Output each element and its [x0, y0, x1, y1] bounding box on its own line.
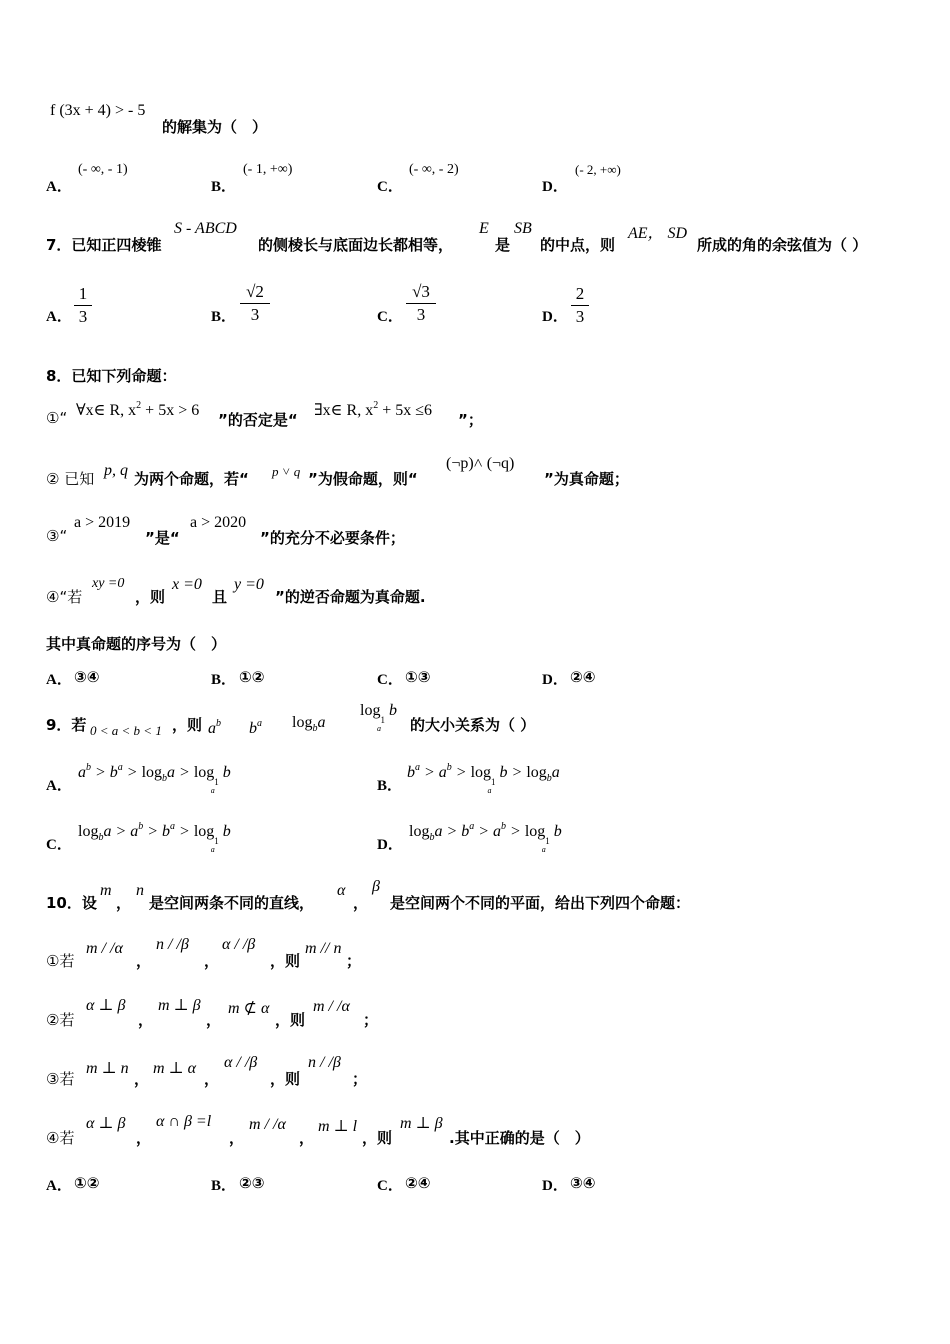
q7-pyramid: S - ABCD: [174, 220, 237, 237]
q8-p3-b: a > 2020: [190, 514, 247, 531]
q8-stem: 8．已知下列命题：: [46, 367, 177, 385]
q8-option-b-value: ①②: [239, 668, 265, 686]
q8-p1-end: ”；: [458, 411, 483, 429]
q7-option-b-den: 3: [250, 305, 260, 324]
q10-line-n: n: [136, 882, 144, 899]
q7-option-c-num: √3: [412, 282, 430, 301]
q10-option-b-value: ②③: [239, 1174, 265, 1192]
q9-t1: ，则: [172, 716, 203, 734]
q10-t2: 是空间两个不同的平面，给出下列四个命题：: [390, 894, 691, 912]
q8-p3-prefix: ③“: [46, 527, 68, 545]
q10-p4-a: α ⊥ β: [86, 1115, 126, 1132]
q8-option-b-label: B．: [211, 672, 237, 688]
q7-option-a-den: 3: [78, 307, 88, 326]
q10-p3-b: m ⊥ α: [153, 1060, 196, 1077]
q10-p3-result: n / /β: [308, 1054, 341, 1071]
q10-t1: 是空间两条不同的直线，: [149, 894, 315, 912]
q9-t2: 的大小关系为（ ）: [410, 716, 536, 734]
q7-option-c-fraction: [406, 282, 436, 325]
q10-p1-result: m // n: [305, 940, 342, 957]
q7-option-d-fraction: [571, 284, 589, 327]
q10-p2-comma-2: ，: [206, 1011, 222, 1029]
q10-p2-prefix: ②若: [46, 1011, 75, 1029]
q9-b-pow-a: $b^a$: [249, 718, 262, 737]
q6-option-b-value: (- 1, +∞): [243, 162, 293, 177]
q6-option-a-value: (- ∞, - 1): [78, 162, 128, 177]
q10-p3-a: m ⊥ n: [86, 1060, 129, 1077]
q8-p3-t2: ”的充分不必要条件；: [260, 529, 405, 547]
q10-p3-end: ；: [352, 1070, 368, 1088]
q8-option-d-value: ②④: [570, 668, 596, 686]
q9-option-c-label: C．: [46, 837, 72, 853]
q10-p2-result: m / /α: [313, 998, 350, 1015]
q10-p4-end: .其中正确的是（ ）: [449, 1129, 590, 1147]
q10-option-d-value: ③④: [570, 1174, 596, 1192]
q8-p2-t3: ”为真命题；: [544, 470, 629, 488]
q10-p1-b: n / /β: [156, 936, 189, 953]
q10-comma-1: ，: [116, 894, 132, 912]
q9-option-b-label: B．: [377, 778, 403, 794]
q8-p1-mid: ”的否定是“: [218, 411, 298, 429]
q7-option-d-num: 2: [575, 284, 585, 303]
q10-p4-prefix: ④若: [46, 1129, 75, 1147]
q10-option-a-value: ①②: [74, 1174, 100, 1192]
q10-p1-a: m / /α: [86, 940, 123, 957]
q10-p4-comma-3: ，: [299, 1129, 315, 1147]
q7-t1: 的侧棱长与底面边长都相等，: [258, 236, 454, 254]
q10-p1-c: α / /β: [222, 936, 256, 953]
q10-p3-c: α / /β: [224, 1054, 258, 1071]
q9-a-pow-b: $a^b$: [208, 718, 221, 737]
q8-question: 其中真命题的序号为（ ）: [46, 635, 227, 653]
q9-log-inv-a-b: $\log_{1a}b$: [360, 702, 397, 733]
q9-log-b-a: $\log_ba$: [292, 714, 326, 734]
q10-p2-comma-1: ，: [138, 1011, 154, 1029]
q8-p4-b: x =0: [172, 576, 202, 593]
q8-p4-t1: ，则: [135, 588, 166, 606]
q9-option-d-value: $\log_ba > b^a > a^b > \log_{1a}b$: [409, 821, 562, 854]
q9-option-a-value: $a^b > b^a > \log_ba > \log_{1a}b$: [78, 762, 231, 795]
q8-p2-expr: (¬p)˄ (¬q): [446, 455, 515, 472]
q10-p4-result: m ⊥ β: [400, 1115, 443, 1132]
q8-p2-porq: p ˅ q: [272, 464, 301, 479]
q8-p4-t3: ”的逆否命题为真命题.: [275, 588, 426, 606]
q7-t2: 是: [495, 236, 511, 254]
q8-p2-prefix: ② 已知: [46, 470, 95, 488]
q7-option-d-label: D．: [542, 309, 568, 325]
q10-p1-comma-1: ，: [136, 952, 152, 970]
q10-option-a-label: A．: [46, 1178, 72, 1194]
q10-comma-2: ，: [353, 894, 369, 912]
q10-option-b-label: B．: [211, 1178, 237, 1194]
q7-option-a-label: A．: [46, 309, 72, 325]
q8-option-c-value: ①③: [405, 668, 431, 686]
q7-t3: 的中点，则: [540, 236, 616, 254]
q9-condition: 0 < a < b < 1: [90, 723, 162, 738]
q10-number: 10．设: [46, 894, 97, 912]
q10-p4-then: ，则: [362, 1129, 393, 1147]
q7-option-c-den: 3: [416, 305, 426, 324]
q8-option-c-label: C．: [377, 672, 403, 688]
q10-option-d-label: D．: [542, 1178, 568, 1194]
q10-p4-comma-1: ，: [136, 1129, 152, 1147]
q10-p3-comma-1: ，: [134, 1070, 150, 1088]
q8-p3-a: a > 2019: [74, 514, 131, 531]
q10-p3-comma-2: ，: [204, 1070, 220, 1088]
q8-p4-prefix: ④“若: [46, 588, 83, 606]
q8-option-a-label: A．: [46, 672, 72, 688]
q7-lines: AE， SD: [628, 225, 688, 242]
q8-p2-t2: ”为假命题，则“: [308, 470, 418, 488]
q6-option-a-label: A．: [46, 179, 72, 195]
q10-p4-d: m ⊥ l: [318, 1118, 358, 1135]
q8-p1-expr: ∀x∈ R, $x^2 + 5x > 6$: [76, 400, 200, 419]
q7-point-e: E: [479, 220, 489, 237]
q10-plane-alpha: α: [337, 882, 346, 899]
q8-p3-t1: ”是“: [145, 529, 180, 547]
q6-option-d-label: D．: [542, 179, 568, 195]
q9-option-d-label: D．: [377, 837, 403, 853]
q10-option-c-value: ②④: [405, 1174, 431, 1192]
q7-option-b-label: B．: [211, 309, 237, 325]
q6-stem-text: 的解集为（ ）: [162, 118, 268, 136]
q8-p4-a: xy =0: [92, 576, 125, 591]
q10-p3-then: ，则: [270, 1070, 301, 1088]
q10-line-m: m: [100, 882, 112, 899]
q7-option-a-num: 1: [78, 284, 88, 303]
q10-p2-c: m ⊄ α: [228, 1000, 270, 1017]
q9-option-b-value: $b^a > a^b > \log_{1a}b > \log_ba$: [407, 762, 560, 795]
q10-p1-then: ，则: [270, 952, 301, 970]
q10-p1-end: ；: [346, 952, 362, 970]
q8-p2-pq: p, q: [104, 462, 128, 479]
q6-option-d-value: (- 2, +∞): [575, 162, 621, 177]
q6-option-c-label: C．: [377, 179, 403, 195]
q6-expr: f (3x + 4) > - 5: [50, 102, 146, 119]
q10-p2-a: α ⊥ β: [86, 997, 126, 1014]
q7-option-d-den: 3: [575, 307, 585, 326]
q8-p1-prefix: ①“: [46, 409, 68, 427]
q7-option-c-label: C．: [377, 309, 403, 325]
q7-t4: 所成的角的余弦值为（ ）: [697, 236, 868, 254]
q7-option-b-fraction: [240, 282, 270, 325]
q9-option-a-label: A．: [46, 778, 72, 794]
q10-p2-end: ；: [363, 1011, 379, 1029]
q8-p4-c: y =0: [234, 576, 264, 593]
q10-plane-beta: β: [372, 878, 380, 895]
q7-option-a-fraction: [74, 284, 92, 327]
q10-option-c-label: C．: [377, 1178, 403, 1194]
q7-option-b-num: √2: [246, 282, 264, 301]
q10-p3-prefix: ③若: [46, 1070, 75, 1088]
q10-p1-comma-2: ，: [204, 952, 220, 970]
q7-number: 7．已知正四棱锥: [46, 236, 162, 254]
q10-p4-c: m / /α: [249, 1116, 286, 1133]
q8-p1-negation: ∃x∈ R, $x^2 + 5x \le 6$: [314, 400, 433, 419]
q10-p2-b: m ⊥ β: [158, 997, 201, 1014]
q8-p2-t1: 为两个命题，若“: [134, 470, 249, 488]
q10-p1-prefix: ①若: [46, 952, 75, 970]
q10-p2-then: ，则: [275, 1011, 306, 1029]
q6-option-b-label: B．: [211, 179, 237, 195]
q8-option-a-value: ③④: [74, 668, 100, 686]
q10-p4-b: α ∩ β =l: [156, 1113, 212, 1130]
q6-option-c-value: (- ∞, - 2): [409, 162, 459, 177]
q9-option-c-value: $\log_ba > a^b > b^a > \log_{1a}b$: [78, 821, 231, 854]
q8-p4-t2: 且: [212, 588, 228, 606]
q9-number: 9．若: [46, 716, 87, 734]
q7-segment-sb: SB: [514, 220, 532, 237]
q10-p4-comma-2: ，: [229, 1129, 245, 1147]
q8-option-d-label: D．: [542, 672, 568, 688]
